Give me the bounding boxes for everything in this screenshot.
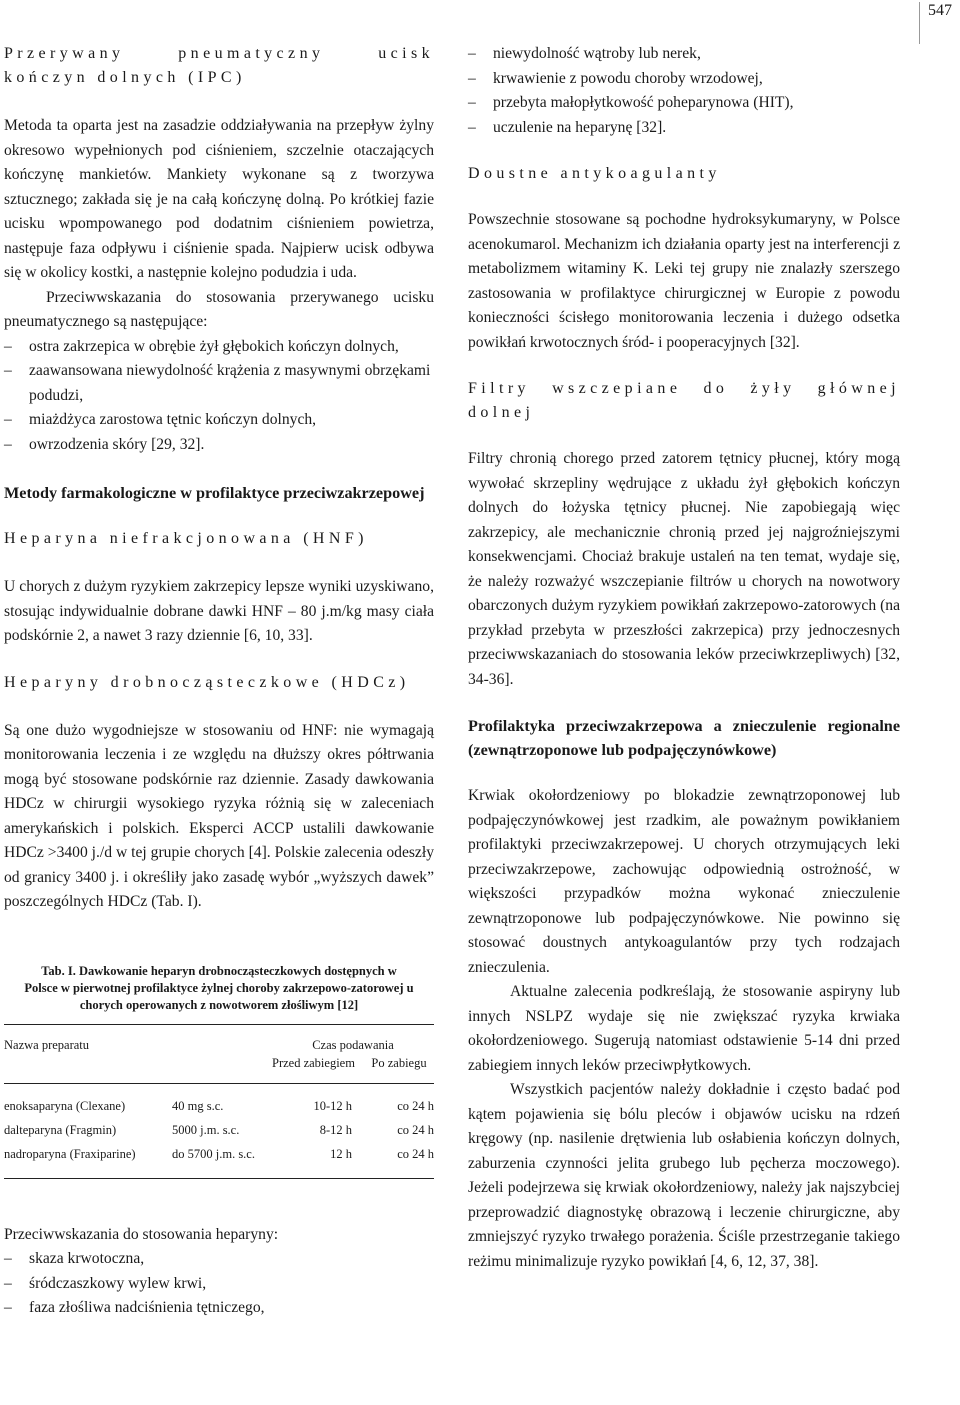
paragraph-anesthesia-2: Aktualne zalecenia podkreślają, że stosowanie aspiryny lub innych NSLPZ wydaje się nie zwiększać ryzyka krwiaka okołordzeniowego. Sugerują natomiast odstawienie 5-14 dni przed zabiegiem innych leków przeciwpłytkowych. [468, 983, 900, 1074]
cell-name: nadroparyna (Fraxiparine) [4, 1146, 136, 1161]
cell-after: co 24 h [397, 1146, 434, 1161]
cell-before: 12 h [330, 1146, 352, 1161]
cell-before: 8-12 h [319, 1122, 352, 1137]
table-row [4, 1142, 434, 1179]
cell-before: 10-12 h [272, 1083, 352, 1118]
list-item: – krwawienie z powodu choroby wrzodowej, [468, 67, 900, 92]
col-header-after: Po zabiegu [371, 1055, 427, 1070]
dosage-table [4, 1024, 434, 1179]
cell-after: co 24 h [397, 1122, 434, 1137]
table-header-row [4, 1024, 434, 1083]
paragraph-anesthesia-3: Wszystkich pacjentów należy dokładnie i często badać pod kątem pojawienia się bólu pleców i objawów ucisku na rdzeń kręgowy (np. nasilenie drętwienia lub osłabienia kończyn dolnych, zaburzenia czynności jelita grubego lub pęcherza moczowego). Jeżeli podejrzewa się krwiak okołordzeniowy, należy jak najszybciej przeprowadzić diagnostykę obrazową i leczenie chirurgiczne, aby zmniejszyć ryzyko trwałego porażenia. Ściśle przestrzeganie takiego reżimu minimalizuje ryzyko powikłań [4, 6, 12, 37, 38]. [468, 1081, 900, 1270]
list-item: – owrzodzenia skóry [29, 32]. [4, 433, 434, 458]
page-number: 547 [919, 2, 952, 44]
cell-dose: 5000 j.m. s.c. [172, 1122, 240, 1137]
list-item: – ostra zakrzepica w obrębie żył głębokich kończyn dolnych, [4, 335, 434, 360]
list-item: – miażdżyca zarostowa tętnic kończyn dolnych, [4, 408, 434, 433]
paragraph-anesthesia-1: Krwiak okołordzeniowy po blokadzie zewnątrzoponowej lub podpajęczynówkowej jest rzadkim, ale poważnym powikłaniem profilaktyki przeciwzakrzepowej. U chorych otrzymujących leki przeciwzakrzepowe, zachowując odpowiednią ostrożność, w większości przypadków można wykonać znieczulenie zewnątrzoponowe lub podpajęczynówkowe. Nie powinno się stosować doustnych antykoagulantów przy tych rodzajach znieczulenia. [468, 787, 900, 976]
subheading-hdcz: Heparyny drobnocząsteczkowe (HDCz) [4, 673, 410, 691]
col-header-name: Nazwa preparatu [4, 1037, 90, 1052]
subheading-hnf: Heparyna niefrakcjonowana (HNF) [4, 530, 368, 547]
table-dosage [4, 963, 434, 1179]
col-header-time [272, 1024, 434, 1083]
list-item: – niewydolność wątroby lub nerek, [468, 42, 900, 67]
paragraph-hnf: U chorych z dużym ryzykiem zakrzepicy lepsze wyniki uzyskiwano, stosując indywidualnie dobrane dawki HNF – 80 j.m/kg masy ciała podskórnie 2, a nawet 3 razy dziennie [6, 10, 33]. [4, 578, 434, 644]
list-item: – śródczaszkowy wylew krwi, [4, 1272, 434, 1297]
list-item: – uczulenie na heparynę [32]. [468, 116, 900, 141]
cell-name: dalteparyna (Fragmin) [4, 1122, 117, 1137]
paragraph-oral-anticoagulants: Powszechnie stosowane są pochodne hydroksykumaryny, w Polsce acenokumarol. Mechanizm ich działania oparty jest na interferencji z metabolizmem witaminy K. Leki tej grupy nie znalazły szerszego zastosowania w profilaktyce chirurgicznej w Europie z powodu konieczności ścisłego monitorowania leczenia i dużego odsetka powikłań krwotocznych śród- i pooperacyjnych [32]. [468, 211, 900, 351]
subheading-oral-anticoagulants: Doustne antykoagulanty [468, 165, 721, 182]
cell-after: co 24 h [352, 1083, 434, 1118]
paragraph-vena-cava-filters: Filtry chronią chorego przed zatorem tętnicy płucnej, który mogą wywołać skrzepliny wędrujące z układu żył głębokich kończyn dolnych do łożyska tętnicy płucnej. Nie zapobiegają więc zakrzepicy, ale mechanicznie chronią przed jej najgroźniejszymi konsekwencjami. Chociaż brakuje ustaleń na ten temat, wydaje się, że należy rozważyć wszczepianie filtrów u chorych na nowotwory obarczonych dużym ryzykiem powikłań zakrzepowo-zatorowych (na przykład przebyta w przeszłości zakrzepica) przy jednoczesnych przeciwwskazaniach do stosowania leków przeciwkrzepliwych) [32, 34-36]. [468, 450, 900, 688]
left-column [4, 42, 434, 1321]
col-header-time-label: Czas podawania [312, 1037, 394, 1052]
cell-dose: 40 mg s.c. [172, 1083, 272, 1118]
paragraph-heparin-contraindications: Przeciwwskazania do stosowania heparyny: [4, 1225, 279, 1243]
ipc-contraindications-list [4, 335, 434, 458]
list-item: – skaza krwotoczna, [4, 1247, 434, 1272]
list-item: – przebyta małopłytkowość poheparynowa (HIT), [468, 91, 900, 116]
table-row [4, 1083, 434, 1118]
section-heading-ipc: Przerywany pneumatyczny ucisk kończyn dolnych (IPC) [4, 45, 434, 86]
cell-name: enoksaparyna (Clexane) [4, 1083, 172, 1118]
table-row [4, 1118, 434, 1142]
section-heading-pharmacological: Metody farmakologiczne w profilaktyce przeciwzakrzepowej [4, 484, 425, 502]
subheading-vena-cava-filters: Filtry wszczepiane do żyły głównej dolnej [468, 380, 900, 421]
paragraph-ipc-method: Metoda ta oparta jest na zasadzie oddziaływania na przepływ żylny okresowo wypełnionych pod ciśnieniem, szczelnie otaczających kończynę mankietów. Mankiety wykonane są z tworzywa sztucznego; zakłada się je na całą kończynę dolną. Po krótkiej fazie ucisku wpompowanego pod dodatnim ciśnieniem powietrza, następuje faza odpływu i ciśnienie spada. Najpierw ucisk odbywa się w okolicy kostki, a następnie kolejno podudzia i uda. [4, 117, 434, 281]
heparin-contraindications-list-continued [468, 42, 900, 140]
paragraph-hdcz: Są one dużo wygodniejsze w stosowaniu od HNF: nie wymagają monitorowania leczenia i ze względu na dłuższy okres półtrwania mogą być stosowane podskórnie raz dziennie. Zasady dawkowania HDCz w chirurgii wysokiego ryzyka różnią się w zaleceniach amerykańskich i polskich. Eksperci ACCP ustalili dawkowanie HDCz >3400 j./d w tej grupie chorych [4]. Polskie zalecenia odeszły od granicy 3400 j. i określiły jako zasadę wybór „wyższych dawek” poszczególnych HDCz (Tab. I). [4, 721, 434, 910]
heparin-contraindications-list [4, 1247, 434, 1321]
cell-dose: do 5700 j.m. s.c. [172, 1146, 255, 1161]
list-item: – zaawansowana niewydolność krążenia z masywnymi obrzękami podudzi, [4, 359, 434, 408]
col-header-before: Przed zabiegiem [272, 1055, 355, 1070]
list-item: – faza złośliwa nadciśnienia tętniczego, [4, 1296, 434, 1321]
right-column [468, 42, 900, 1274]
section-heading-regional-anesthesia: Profilaktyka przeciwzakrzepowa a znieczulenie regionalne (zewnątrzoponowe lub podpajęczynówkowe) [468, 717, 900, 759]
paragraph-ipc-contraindications: Przeciwwskazania do stosowania przerywanego ucisku pneumatycznego są następujące: [4, 288, 434, 330]
table-caption: Tab. I. Dawkowanie heparyn drobnocząsteczkowych dostępnych w Polsce w pierwotnej profilaktyce żylnej choroby zakrzepowo-zatorowej u chorych operowanych z nowotworem złośliwym [12] [24, 963, 414, 1012]
